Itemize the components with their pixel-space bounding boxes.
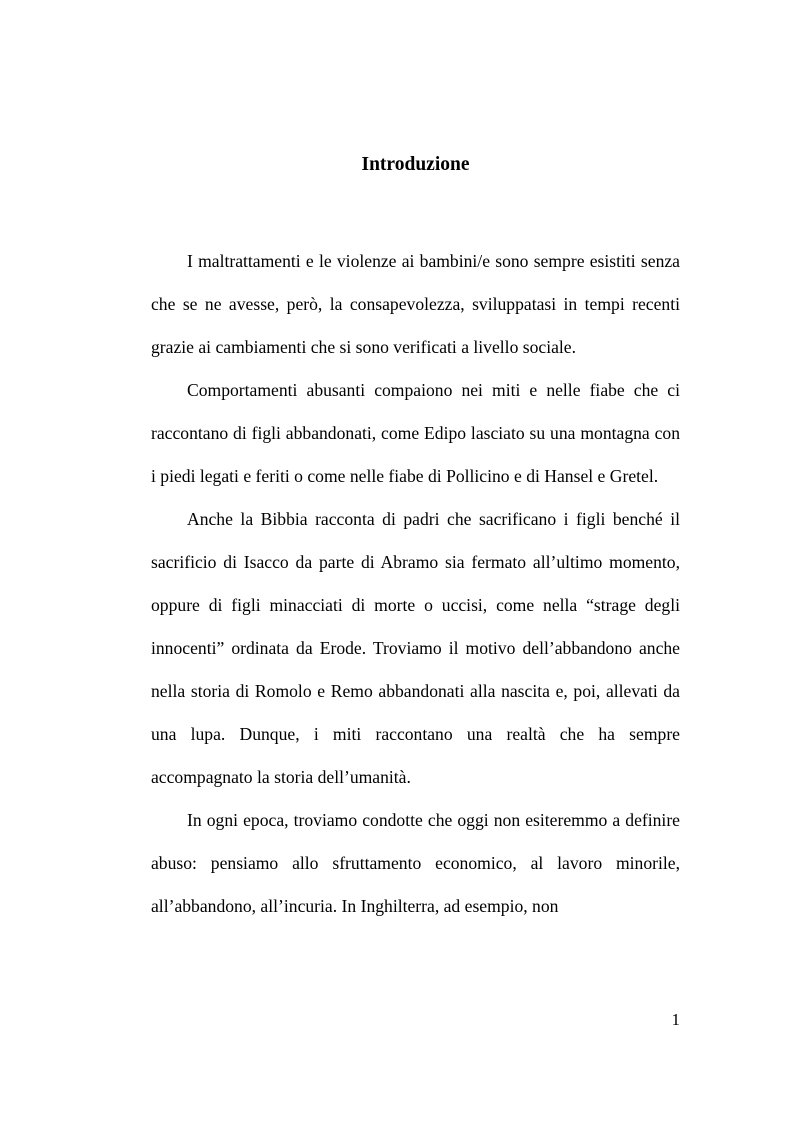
paragraph: I maltrattamenti e le violenze ai bambini/e sono sempre esistiti senza che se ne avesse, però, la consapevolezza, sviluppatasi in tempi recenti grazie ai cambiamenti che si sono verificati a livello sociale. [151,251,680,357]
paragraph: In ogni epoca, troviamo condotte che oggi non esiteremmo a definire abuso: pensiamo allo sfruttamento economico, al lavoro minorile, all’abbandono, all’incuria. In Inghilterra, ad esempio, non [151,810,680,916]
paragraph: Anche la Bibbia racconta di padri che sacrificano i figli benché il sacrificio di Isacco da parte di Abramo sia fermato all’ultimo momento, oppure di figli minacciati di morte o uccisi, come nella “strage degli innocenti” ordinata da Erode. Troviamo il motivo dell’abbandono anche nella storia di Romolo e Remo abbandonati alla nascita e, poi, allevati da una lupa. Dunque, i miti raccontano una realtà che ha sempre accompagnato la storia dell’umanità. [151,509,680,787]
page-number: 1 [671,1010,680,1029]
paragraph: Comportamenti abusanti compaiono nei miti e nelle fiabe che ci raccontano di figli abbandonati, come Edipo lasciato su una montagna con i piedi legati e feriti o come nelle fiabe di Pollicino e di Hansel e Gretel. [151,380,680,486]
body-text [151,240,680,928]
chapter-title: Introduzione [361,154,470,175]
